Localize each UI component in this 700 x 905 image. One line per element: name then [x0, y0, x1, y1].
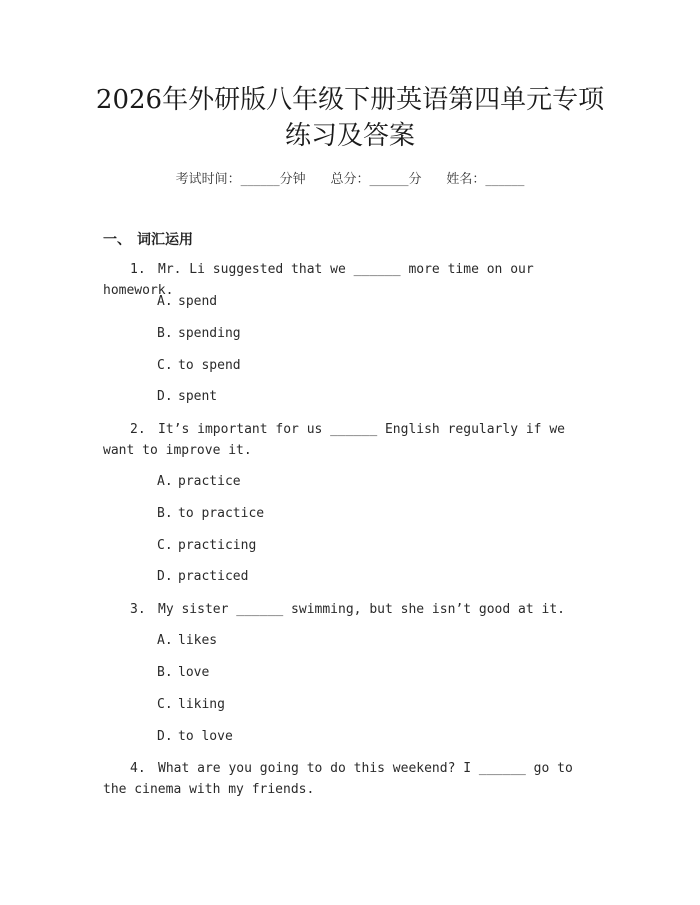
option-letter: C. [157, 358, 173, 373]
question-4 [103, 758, 603, 800]
option-letter: A. [157, 474, 173, 489]
question-text: It’s important for us ______ English regularly if we want to improve it. [103, 422, 573, 458]
option-text: spending [178, 326, 241, 341]
option-text: practiced [178, 569, 249, 584]
option-2d [157, 567, 248, 587]
option-text: practice [178, 474, 241, 489]
time-unit: 分钟 [279, 172, 306, 187]
question-text: What are you going to do this weekend? I ______ go to the cinema with my friends. [103, 761, 581, 797]
section-heading [103, 229, 193, 249]
question-text: Mr. Li suggested that we ______ more time on our homework. [103, 262, 542, 298]
document-title-line2: 练习及答案 [284, 121, 415, 151]
question-text: My sister ______ swimming, but she isn’t good at it. [158, 602, 565, 617]
option-2b [157, 504, 264, 524]
option-letter: B. [157, 506, 173, 521]
option-1d [157, 387, 217, 407]
section-title: 词汇运用 [137, 232, 193, 248]
option-text: spend [178, 294, 218, 309]
option-letter: B. [157, 326, 173, 341]
score-blank: ______ [369, 172, 409, 187]
time-label: 考试时间： [175, 172, 241, 187]
score-unit: 分 [408, 172, 422, 187]
option-letter: A. [157, 294, 173, 309]
question-number: 4. [130, 761, 146, 776]
option-text: to spend [178, 358, 241, 373]
option-3b [157, 663, 209, 683]
option-text: likes [178, 633, 218, 648]
option-letter: B. [157, 665, 173, 680]
option-letter: D. [157, 389, 173, 404]
question-number: 3. [130, 602, 146, 617]
option-letter: D. [157, 569, 173, 584]
option-letter: D. [157, 729, 173, 744]
score-label: 总分： [330, 172, 370, 187]
section-number: 一、 [103, 232, 131, 248]
name-blank: ______ [485, 172, 525, 187]
option-2c [157, 536, 256, 556]
option-2a [157, 472, 241, 492]
option-letter: C. [157, 697, 173, 712]
option-3a [157, 631, 217, 651]
option-text: liking [178, 697, 225, 712]
option-letter: C. [157, 538, 173, 553]
question-3 [103, 599, 603, 620]
option-text: love [178, 665, 210, 680]
question-2 [103, 419, 603, 461]
option-1b [157, 324, 241, 344]
option-letter: A. [157, 633, 173, 648]
name-label: 姓名： [446, 172, 486, 187]
time-blank: ______ [240, 172, 280, 187]
question-number: 1. [130, 262, 146, 277]
option-1c [157, 356, 241, 376]
option-3c [157, 695, 225, 715]
option-3d [157, 727, 233, 747]
question-number: 2. [130, 422, 146, 437]
document-title-line1: 2026年外研版八年级下册英语第四单元专项 [95, 85, 605, 115]
option-text: to love [178, 729, 233, 744]
option-1a [157, 292, 217, 312]
option-text: to practice [178, 506, 265, 521]
option-text: spent [178, 389, 218, 404]
exam-meta [0, 168, 700, 187]
option-text: practicing [178, 538, 257, 553]
